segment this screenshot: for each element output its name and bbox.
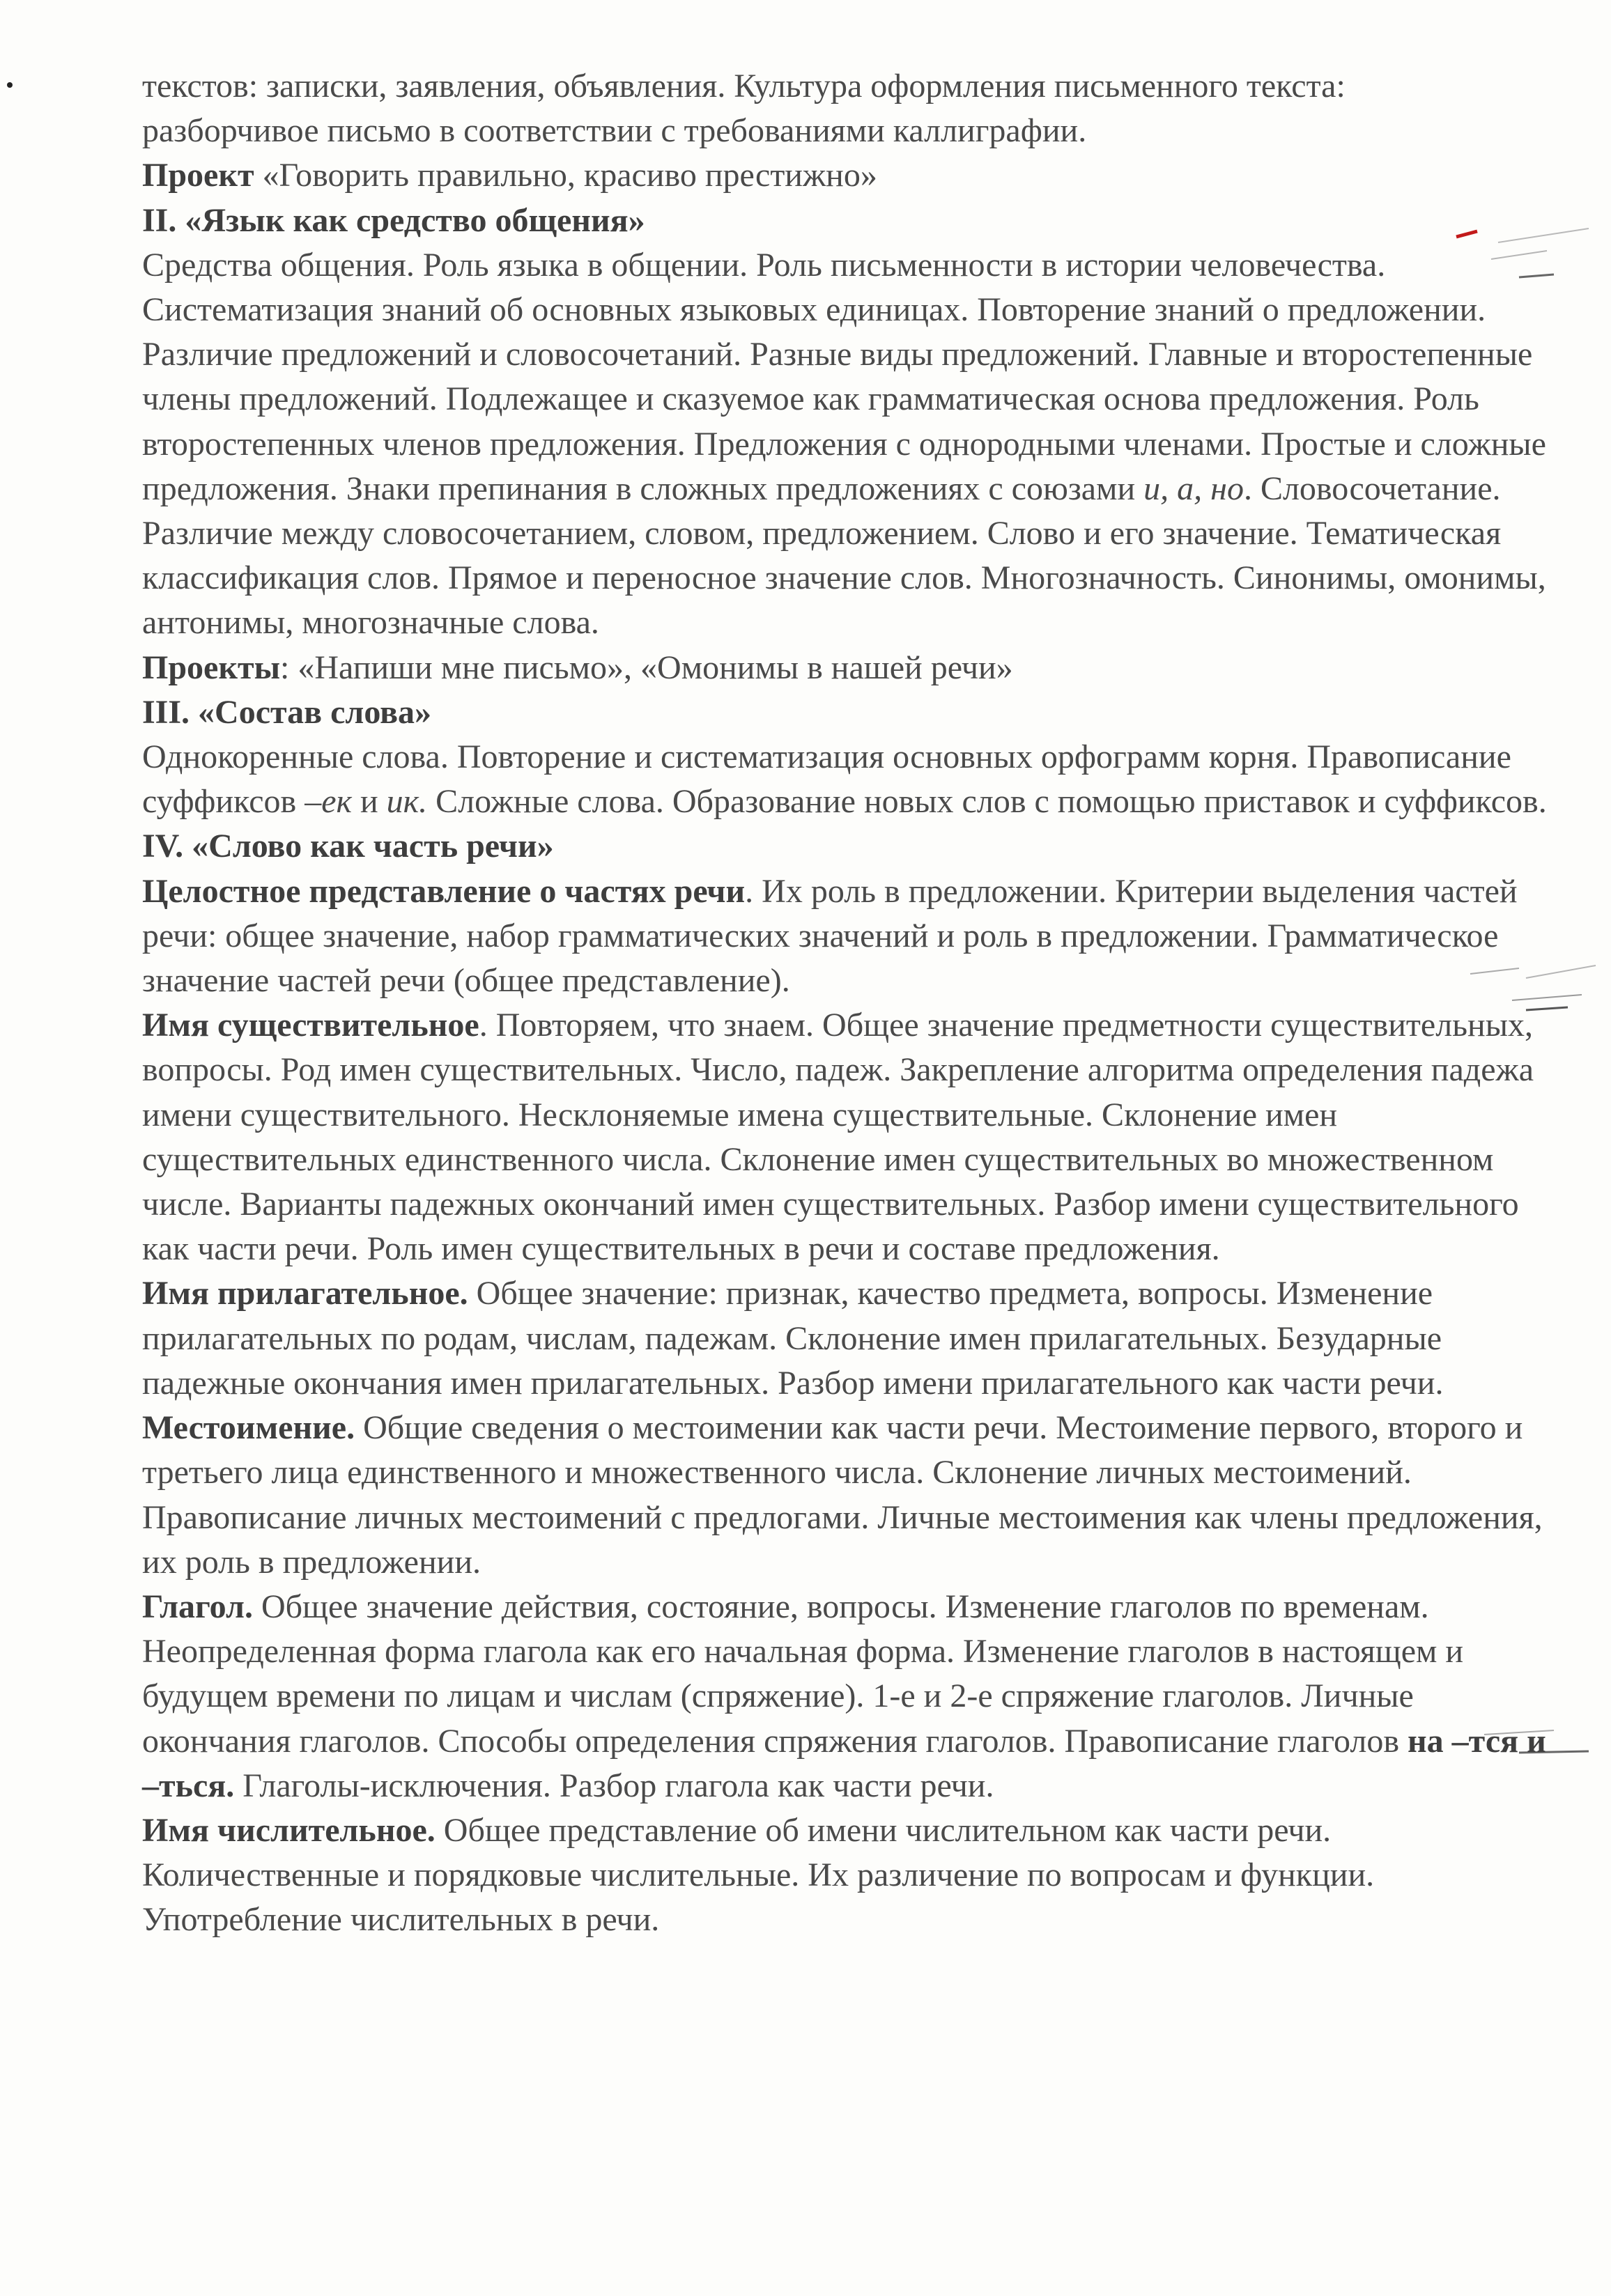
document-page: [142, 64, 1571, 1943]
numeral-paragraph: Имя числительное. Общее представление об имени числительном как части речи. Количественные и порядковые числительные. Их различение по вопросам и функции. Употребление числительных в речи.: [142, 1811, 1375, 1939]
projects-line: [142, 646, 1571, 690]
section-heading-4: IV. «Слово как часть речи»: [142, 828, 554, 865]
intro-line-1: текстов: записки, заявления, объявления. Культура оформления письменного текста:: [142, 68, 1346, 104]
adjective-paragraph: Имя прилагательное. Общее значение: признак, качество предмета, вопросы. Изменение прилагательных по родам, числам, падежам. Склонение имен прилагательных. Безударные падежные окончания имен прилагательных. Разбор имени прилагательного как части речи.: [142, 1275, 1444, 1402]
numeral-label: Имя числительное.: [142, 1811, 435, 1849]
section-heading-2: II. «Язык как средство общения»: [142, 201, 645, 239]
adjective-label: Имя прилагательное.: [142, 1275, 468, 1312]
project-label: Проект: [142, 157, 254, 194]
scan-dot-mark: [3, 77, 17, 93]
section-heading-3: III. «Состав слова»: [142, 693, 432, 731]
project-title: «Говорить правильно, красиво престижно»: [254, 157, 877, 194]
suffix-ek: –ек: [305, 783, 352, 821]
section-body-2: Средства общения. Роль языка в общении. Роль письменности в истории человечества. Систематизация знаний об основных языковых единицах. Повторение знаний о предложении. Различие предложений и словосочетаний. Разные виды предложений. Главные и второстепенные члены предложений. Подлежащее и сказуемое как грамматическая основа предложения. Роль второстепенных членов предложения. Предложения с однородными членами. Простые и сложные предложения. Знаки препинания в сложных предложениях с союзами и, а, но. Словосочетание. Различие между словосочетанием, словом, предложением. Слово и его значение. Тематическая классификация слов. Прямое и переносное значение слов. Многозначность. Синонимы, омонимы, антонимы, многозначные слова.: [142, 246, 1546, 642]
projects-label: Проекты: [142, 649, 281, 686]
verb-paragraph: Глагол. Общее значение действия, состояние, вопросы. Изменение глаголов по временам. Неопределенная форма глагола как его начальная форма. Изменение глаголов в настоящем и будущем времени по лицам и числам (спряжение). 1-е и 2-е спряжение глаголов. Личные окончания глаголов. Способы определения спряжения глаголов. Правописание глаголов на –тся и –ться. Глаголы-исключения. Разбор глагола как части речи.: [142, 1588, 1546, 1804]
parts-of-speech-label: Целостное представление о частях речи: [142, 872, 746, 910]
noun-paragraph: Имя существительное. Повторяем, что знаем. Общее значение предметности существительных, вопросы. Род имен существительных. Число, падеж. Закрепление алгоритма определения падежа имени существительного. Несклоняемые имена существительные. Склонение имен существительных единственного числа. Склонение имен существительных во множественном числе. Варианты падежных окончаний имен существительных. Разбор имени существительного как части речи. Роль имен существительных в речи и составе предложения.: [142, 1007, 1534, 1268]
pronoun-label: Местоимение.: [142, 1409, 355, 1447]
conjunctions: и, а, но: [1143, 470, 1244, 507]
noun-label: Имя существительное: [142, 1007, 479, 1044]
projects-titles: : «Напиши мне письмо», «Омонимы в нашей речи»: [280, 649, 1013, 686]
intro-line-2: разборчивое письмо в соответствии с требованиями каллиграфии.: [142, 112, 1087, 150]
verb-bold-part: на –тся и –ться.: [142, 1722, 1546, 1804]
verb-label: Глагол.: [142, 1588, 253, 1625]
project-line: [142, 153, 1571, 198]
suffix-ik: ик.: [386, 783, 428, 821]
section-body-3: Однокоренные слова. Повторение и систематизация основных орфограмм корня. Правописание суффиксов –ек и ик. Сложные слова. Образование новых слов с помощью приставок и суффиксов.: [142, 738, 1547, 821]
parts-of-speech-paragraph: Целостное представление о частях речи. Их роль в предложении. Критерии выделения частей речи: общее значение, набор грамматических значений и роль в предложении. Грамматическое значение частей речи (общее представление).: [142, 872, 1518, 1000]
pronoun-paragraph: Местоимение. Общие сведения о местоимении как части речи. Местоимение первого, второго и третьего лица единственного и множественного числа. Склонение личных местоимений. Правописание личных местоимений с предлогами. Личные местоимения как члены предложения, их роль в предложении.: [142, 1409, 1543, 1581]
